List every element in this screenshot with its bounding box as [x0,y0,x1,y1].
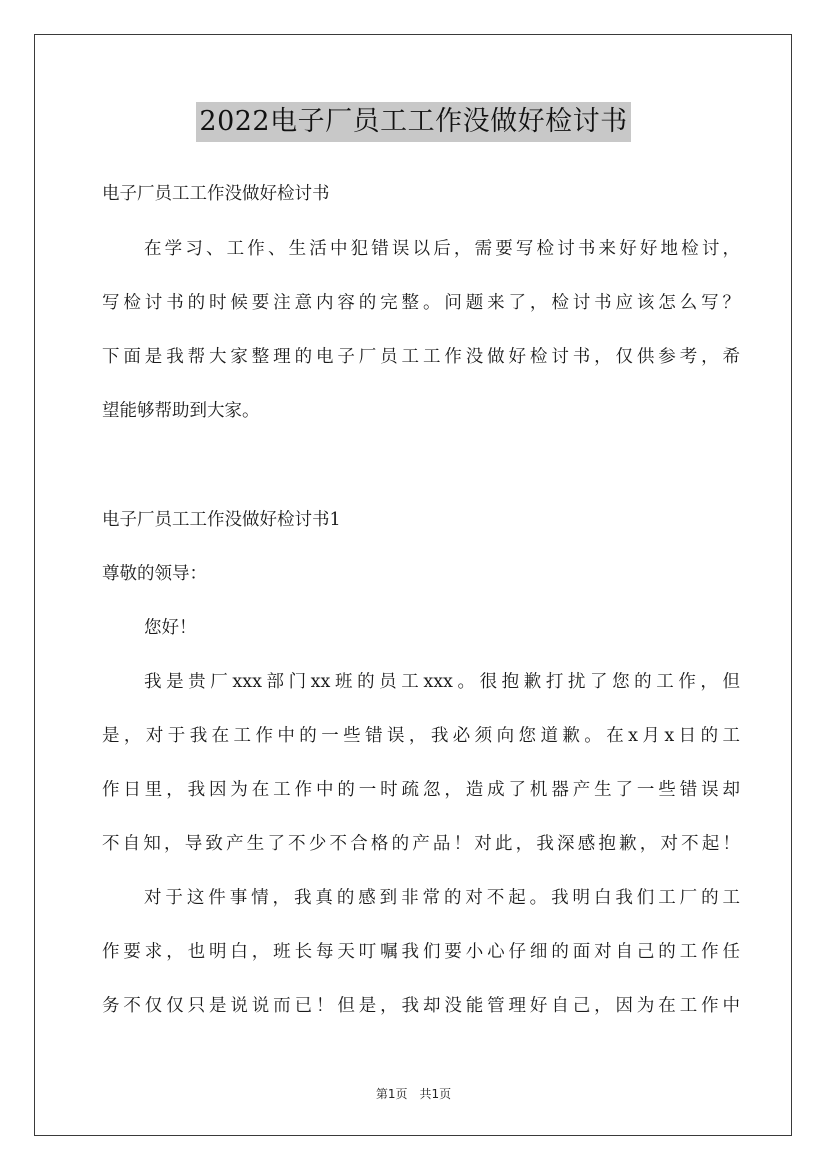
paragraph-line: 写检讨书的时候要注意内容的完整。问题来了，检讨书应该怎么写？ [102,293,740,313]
paragraph-line: 务不仅仅只是说说而已！但是，我却没能管理好自己，因为在工作中 [102,996,740,1016]
paragraph-line: 作要求，也明白，班长每天叮嘱我们要小心仔细的面对自己的工作任 [102,942,740,962]
paragraph-line: 作日里，我因为在工作中的一时疏忽，造成了机器产生了一些错误却 [102,780,740,800]
section-heading: 电子厂员工工作没做好检讨书1 [102,510,341,530]
salutation: 尊敬的领导： [102,564,207,584]
paragraph-line: 是，对于我在工作中的一些错误，我必须向您道歉。在x月x日的工 [102,726,740,746]
subtitle-line: 电子厂员工工作没做好检讨书 [102,184,330,204]
paragraph-line: 对于这件事情，我真的感到非常的对不起。我明白我们工厂的工 [144,888,740,908]
document-title: 2022电子厂员工工作没做好检讨书 [196,102,630,142]
page-footer [0,1086,827,1102]
paragraph-line: 下面是我帮大家整理的电子厂员工工作没做好检讨书，仅供参考，希 [102,347,740,367]
greeting: 您好！ [144,618,197,638]
paragraph-line: 望能够帮助到大家。 [102,401,260,421]
page-number: 第1页 [375,1087,408,1101]
page-total: 共1页 [419,1087,452,1101]
paragraph-line: 我是贵厂xxx部门xx班的员工xxx。很抱歉打扰了您的工作，但 [144,672,740,692]
paragraph-line: 不自知，导致产生了不少不合格的产品！对此，我深感抱歉，对不起！ [102,834,740,854]
title-container [0,102,827,142]
paragraph-line: 在学习、工作、生活中犯错误以后，需要写检讨书来好好地检讨， [144,239,740,259]
